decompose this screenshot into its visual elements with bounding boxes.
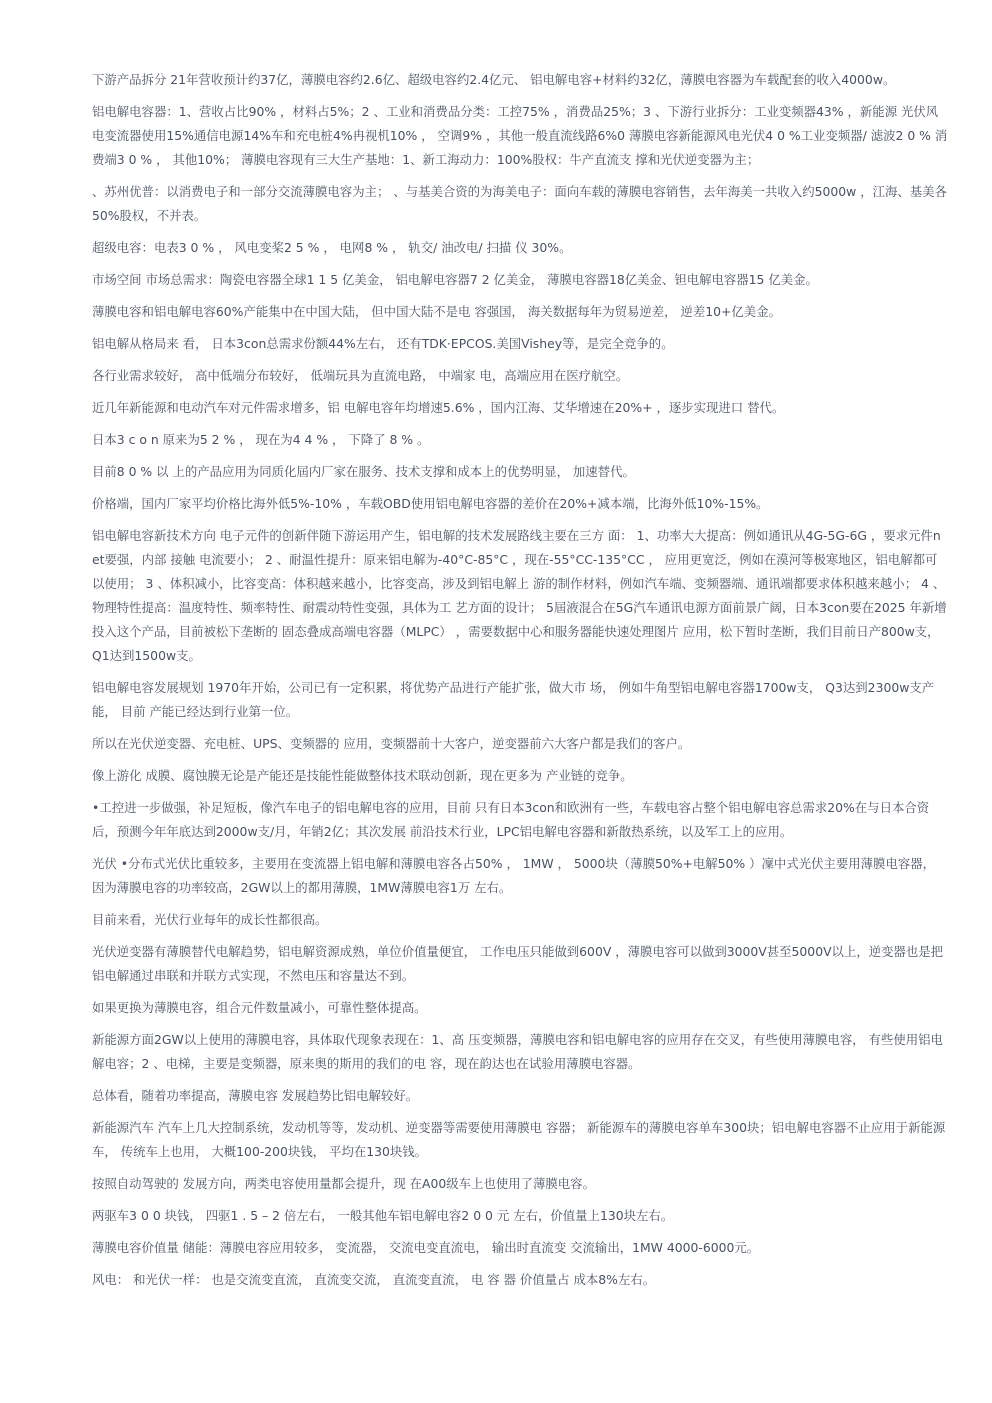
paragraph: 市场空间 市场总需求：陶瓷电容器全球1 1 5 亿美金， 铝电解电容器7 2 亿美金， 薄膜电容器18亿美金、钽电解电容器15 亿美金。 [92, 272, 818, 287]
paragraph: 按照自动驾驶的 发展方向，两类电容使用量都会提升，现 在A00级车上也使用了薄膜电容。 [92, 1176, 595, 1191]
paragraph: 薄膜电容价值量 储能：薄膜电容应用较多， 变流器， 交流电变直流电， 输出时直流变 交流输出，1MW 4000-6000元。 [92, 1240, 760, 1255]
paragraph: 铝电解电容器：1、营收占比90% ，材料占5%；2 、工业和消费品分类：工控75% ，消费品25%；3 、下游行业拆分：工业变频器43% ，新能源 光伏风电变流器使用15%通信电源14%车和充电桩4%冉视机10% ， 空调9% ，其他一般直流线路6%0 薄膜电容新能源风电光伏4 0 %工业变频器/ 滤波2 0 % 消费端3 0 % ， 其他10%； 薄膜电容现有三大生产基地：1、新工海动力：100%股权：牛产直流支 撑和光伏逆变器为主； [92, 104, 948, 167]
paragraph: 新能源汽车 汽车上几大控制系统，发动机等等，发动机、逆变器等需要使用薄膜电 容器； 新能源车的薄膜电容单车300块；铝电解电容器不止应用于新能源车， 传统车上也用， 大概100-200块钱， 平均在130块钱。 [92, 1120, 946, 1159]
paragraph: 近几年新能源和电动汽车对元件需求增多，铝 电解电容年均增速5.6% ，国内江海、艾华增速在20%+ ，逐步实现进口 替代。 [92, 400, 785, 415]
paragraph: 光伏 •分布式光伏比重较多，主要用在变流器上铝电解和薄膜电容各占50% ， 1MW ， 5000块（薄膜50%+电解50% ）凜中式光伏主要用薄膜电容器， 因为薄膜电容的功率较高，2GW以上的都用薄膜，1MW薄膜电容1万 左右。 [92, 856, 936, 895]
paragraph: 日本3 c o n 原来为5 2 % ， 现在为4 4 % ， 下降了 8 % 。 [92, 432, 430, 447]
paragraph: 两驱车3 0 0 块钱， 四驱1 . 5 – 2 倍左右， 一般其他车铝电解电容2 0 0 元 左右，价值量上130块左右。 [92, 1208, 674, 1223]
paragraph: 铝电解电容发展规划 1970年开始，公司已有一定积累，将优势产品进行产能扩张，做大市 场， 例如牛角型铝电解电容器1700w支， Q3达到2300w支产能， 目前 产能已经达到行业第一位。 [92, 680, 935, 719]
paragraph: 铝电解从格局来 看， 日本3con总需求份额44%左右， 还有TDK·EPCOS.美国Vishey等，是完全竞争的。 [92, 336, 674, 351]
paragraph: •工控进一步做强，补足短板，像汽车电子的铝电解电容的应用，目前 只有日本3con和欧洲有一些，车载电容占整个铝电解电容总需求20%在与日本合资后，预测今年年底达到2000w支/月，年销2亿；其次发展 前沿技术行业，LPC铝电解电容器和新散热系统，以及军工上的应用。 [92, 800, 930, 839]
document-body [92, 68, 948, 1300]
paragraph: 各行业需求较好， 高中低端分布较好， 低端玩具为直流电路， 中端家 电，高端应用在医疗航空。 [92, 368, 629, 383]
paragraph: 风电： 和光伏一样： 也是交流变直流， 直流变交流， 直流变直流， 电 容 器 价值量占 成本8%左右。 [92, 1272, 656, 1287]
paragraph: 所以在光伏逆变器、充电桩、UPS、变频器的 应用，变频器前十大客户，逆变器前六大客户都是我们的客户。 [92, 736, 691, 751]
paragraph: 目前来看，光伏行业每年的成长性都很高。 [92, 912, 328, 927]
paragraph: 如果更换为薄膜电容，组合元件数量减小，可靠性整体提高。 [92, 1000, 427, 1015]
paragraph: 下游产品拆分 21年营收预计约37亿，薄膜电容约2.6亿、超级电容约2.4亿元、 铝电解电容+材料约32亿，薄膜电容器为车载配套的收入4000w。 [92, 72, 896, 87]
paragraph: 新能源方面2GW以上使用的薄膜电容，具体取代现象表现在：1、高 压变频器，薄膜电容和铝电解电容的应用存在交叉，有些使用薄膜电容， 有些使用铝电解电容；2 、电梯，主要是变频器，原来奥的斯用的我们的电 容，现在韵达也在试验用薄膜电容器。 [92, 1032, 943, 1071]
paragraph: 目前8 0 % 以 上的产品应用为同质化屆内厂家在服务、技术支撑和成本上的优势明显， 加速替代。 [92, 464, 635, 479]
paragraph: 光伏逆变器有薄膜替代电解趋势，铝电解资源成熟，单位价值量便宜， 工作电压只能做到600V ，薄膜电容可以做到3000V甚至5000V以上，逆变器也是把铝电解通过串联和并联方式实现，不然电压和容量达不到。 [92, 944, 944, 983]
paragraph: 价格端，国内厂家平均价格比海外低5%-10% ，车载OBD使用铝电解电容器的差价在20%+减本端，比海外低10%-15%。 [92, 496, 769, 511]
paragraph: 总体看，随着功率提高，薄膜电容 发展趋势比铝电解较好。 [92, 1088, 419, 1103]
paragraph: 、苏州优普：以消费电子和一部分交流薄膜电容为主； 、与基美合资的为海美电子：面向车载的薄膜电容销售，去年海美一共收入约5000w ，江海、基美各50%股权，不并表。 [92, 184, 947, 223]
paragraph: 超级电容：电表3 0 % ， 风电变桨2 5 % ， 电网8 % ， 轨交/ 油改电/ 扫描 仪 30%。 [92, 240, 572, 255]
paragraph: 像上游化 成膜、腐蚀膜无论是产能还是技能性能做整体技术联动创新，现在更多为 产业链的竞争。 [92, 768, 633, 783]
paragraph: 薄膜电容和铝电解电容60%产能集中在中国大陆， 但中国大陆不是电 容强国， 海关数据每年为贸易逆差， 逆差10+亿美金。 [92, 304, 781, 319]
paragraph: 铝电解电容新技术方向 电子元件的创新伴随下游运用产生，铝电解的技术发展路线主要在三方 面： 1、功率大大提高：例如通讯从4G-5G-6G ，要求元件net要强，内部 接触 电流要小； 2 、耐温性提升：原来铝电解为-40°C-85°C ，现在-55°CC-135°CC ， 应用更宽泛，例如在漠河等极寒地区，铝电解都可以使用； 3 、体积减小，比容变高：体积越来越小，比容变高，涉及到铝电解上 游的制作材料，例如汽车端、变频器端、通讯端都要求体积越来越小； 4 、物理特性提高：温度特性、频率特性、耐震动特性变强，具体为工 艺方面的设计； 5屆液混合在5G汽车通讯电源方面前景广阔，日本3con要在2025 年新增投入这个产品，目前被松下垄断的 固态叠成高端电容器（MLPC） ，需要数据中心和服务器能快速处理图片 应用，松下暂时垄断，我们目前日产800w支，Q1达到1500w支。 [92, 528, 947, 663]
